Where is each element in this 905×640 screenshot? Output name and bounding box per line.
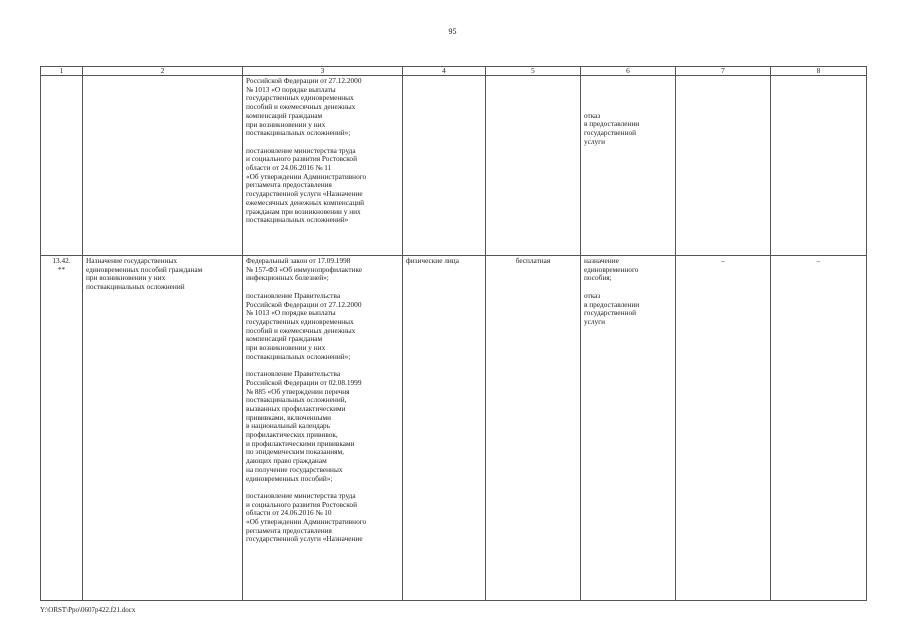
cell-legal-basis — [243, 256, 403, 601]
cell-col7 — [676, 76, 771, 256]
legal-paragraph: Федеральный закон от 17.09.1998 № 157-ФЗ «Об иммунопрофилактике инфекционных болезней»; — [246, 256, 363, 283]
cell-number: 13.42. ** — [41, 256, 83, 601]
column-header: 8 — [771, 67, 867, 76]
cell-result — [581, 256, 676, 601]
legal-paragraph: постановление министерства труда и социального развития Ростовской области от 24.06.2016 № 11 «Об утверждении Административного регламента предоставления государственной услуги «Назначение ежемесячных денежных компенсаций гражданам при возникновении у них поствакцинальных осложнений» — [246, 145, 367, 225]
cell-fee: бесплатная — [486, 256, 581, 601]
cell-fee — [486, 76, 581, 256]
legal-paragraph: постановление Правительства Российской Федерации от 27.12.2000 № 1013 «О порядке выплаты государственных единовременных пособий и ежемесячных денежных компенсаций гражданам при возникновении у них поствакцинальных осложнений»; — [246, 290, 362, 361]
cell-col8 — [771, 76, 867, 256]
legal-paragraph: постановление министерства труда и социального развития Ростовской области от 24.06.2016 № 10 «Об утверждении Административного регламента предоставления государственной услуги «Назначение — [246, 490, 367, 544]
result-text: отказ в предоставлении государственной услуги — [584, 290, 640, 326]
column-header: 6 — [581, 67, 676, 76]
table-row — [41, 76, 867, 256]
column-header: 4 — [403, 67, 486, 76]
cell-col7: – — [676, 256, 771, 601]
header-row — [41, 67, 867, 76]
column-header: 5 — [486, 67, 581, 76]
result-text: назначение единовременного пособия; — [584, 256, 639, 283]
column-header: 2 — [83, 67, 243, 76]
cell-legal-basis — [243, 76, 403, 256]
column-header: 3 — [243, 67, 403, 76]
cell-result — [581, 76, 676, 256]
cell-service-name — [83, 76, 243, 256]
result-text: отказ в предоставлении государственной услуги — [584, 110, 640, 146]
column-header: 1 — [41, 67, 83, 76]
table-row — [41, 256, 867, 601]
cell-recipients: физические лица — [403, 256, 486, 601]
footer-file-path: Y:\ORST\Ppo\0607p422.f21.docx — [40, 606, 136, 614]
legal-paragraph: Российской Федерации от 27.12.2000 № 1013 «О порядке выплаты государственных единовременных пособий и ежемесячных денежных компенсаций гражданам при возникновении у них поствакцинальных осложнений»; — [246, 76, 362, 138]
cell-col8: – — [771, 256, 867, 601]
cell-service-name: Назначение государственных единовременных пособий гражданам при возникновении у них поствакцинальных осложнений — [83, 256, 243, 601]
legal-paragraph: постановление Правительства Российской Федерации от 02.08.1999 № 885 «Об утверждении перечня поствакцинальных осложнений, вызванных профилактическими прививками, включенными в национальный календарь профилактических прививок, и профилактическими прививками по эпидемическим показаниям, дающих право гражданам на получение государственных единовременных пособий»; — [246, 369, 362, 483]
services-table — [40, 66, 867, 601]
cell-recipients — [403, 76, 486, 256]
cell-number — [41, 76, 83, 256]
page-number: 95 — [448, 27, 457, 36]
column-header: 7 — [676, 67, 771, 76]
